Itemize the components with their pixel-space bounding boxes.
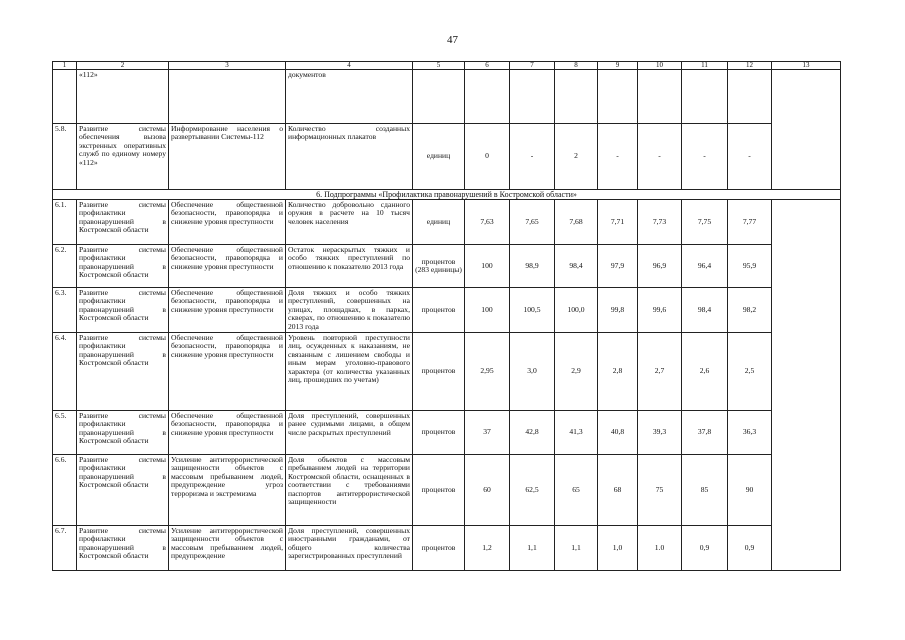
cell-indicator: документов: [286, 70, 413, 124]
cell-unit: единиц: [413, 200, 465, 245]
cell-value: 0: [465, 124, 510, 190]
cell-indicator: Доля преступлений, совершенных иностранными гражданами, от общего количества зарегистрированных преступлений: [286, 526, 413, 571]
col-header: 7: [510, 62, 555, 70]
cell-value: 7,73: [638, 200, 682, 245]
cell-value: -: [598, 124, 638, 190]
cell-indicator: Уровень повторной преступности лиц, осужденных к наказаниям, не связанным с лишением свободы и иным мерам уголовно-правового характера (от количества указанных лиц, прошедших по учетам): [286, 333, 413, 411]
cell-value: 60: [465, 455, 510, 526]
cell-goal: Развитие системы профилактики правонарушений в Костромской области: [77, 200, 169, 245]
cell-task: Усиление антитеррористической защищенности объектов с массовым пребыванием людей, предупреждение: [169, 526, 286, 571]
cell-value: 62,5: [510, 455, 555, 526]
cell-goal: Развитие системы профилактики правонарушений в Костромской области: [77, 333, 169, 411]
cell-value: 2,9: [555, 333, 598, 411]
col-header: 12: [728, 62, 772, 70]
cell-value: 7,75: [682, 200, 728, 245]
col-header: 2: [77, 62, 169, 70]
cell-goal: Развитие системы профилактики правонарушений в Костромской области: [77, 245, 169, 288]
cell-value: 1.0: [638, 526, 682, 571]
cell-value: 0,9: [682, 526, 728, 571]
cell-unit: процентов: [413, 455, 465, 526]
page-number: 47: [447, 34, 458, 46]
cell-goal: Развитие системы профилактики правонарушений в Костромской области: [77, 288, 169, 333]
cell-value: 3,0: [510, 333, 555, 411]
cell-num: 6.3.: [53, 288, 77, 333]
cell-value: 75: [638, 455, 682, 526]
cell-goal: Развитие системы профилактики правонарушений в Костромской области: [77, 411, 169, 455]
section-title: 6. Подпрограммы «Профилактика правонарушений в Костромской области»: [53, 190, 841, 200]
cell-indicator: Доля объектов с массовым пребыванием людей на территории Костромской области, оснащенных в соответствии с требованиями паспортов антитеррористической защищенности: [286, 455, 413, 526]
cell-value: 98,4: [555, 245, 598, 288]
cell-unit: процентов (283 единицы): [413, 245, 465, 288]
cell-num: 6.1.: [53, 200, 77, 245]
cell-value: 99,6: [638, 288, 682, 333]
cell-value: 1,0: [598, 526, 638, 571]
cell-unit: процентов: [413, 411, 465, 455]
cell-value: 96,9: [638, 245, 682, 288]
cell-indicator: Количество созданных информационных плакатов: [286, 124, 413, 190]
table-row: [53, 288, 841, 333]
cell-value: 68: [598, 455, 638, 526]
cell-task: Обеспечение общественной безопасности, правопорядка и снижение уровня преступности: [169, 411, 286, 455]
cell-value: 7,77: [728, 200, 772, 245]
cell-value: 2,8: [598, 333, 638, 411]
cell-value: 7,65: [510, 200, 555, 245]
cell-goal: Развитие системы обеспечения вызова экстренных оперативных служб по единому номеру «112»: [77, 124, 169, 190]
cell-value: 2: [555, 124, 598, 190]
cell-unit: процентов: [413, 333, 465, 411]
table-row: [53, 70, 841, 124]
cell-task: Обеспечение общественной безопасности, правопорядка и снижение уровня преступности: [169, 288, 286, 333]
cell-task: Обеспечение общественной безопасности, правопорядка и снижение уровня преступности: [169, 245, 286, 288]
cell-value: 100,0: [555, 288, 598, 333]
cell-indicator: Доля преступлений, совершенных ранее судимыми лицами, в общем числе раскрытых преступлений: [286, 411, 413, 455]
cell-value: 1,1: [510, 526, 555, 571]
cell-value: 40,8: [598, 411, 638, 455]
table-row: [53, 333, 841, 411]
col-header: 3: [169, 62, 286, 70]
cell-num: 6.7.: [53, 526, 77, 571]
cell-unit: процентов: [413, 526, 465, 571]
cell-value: 7,71: [598, 200, 638, 245]
cell-num: 5.8.: [53, 124, 77, 190]
col-header: 4: [286, 62, 413, 70]
col-header: 5: [413, 62, 465, 70]
cell-unit: единиц: [413, 124, 465, 190]
cell-value: 85: [682, 455, 728, 526]
col-header: 1: [53, 62, 77, 70]
cell-task: Информирование населения о развертывании Системы-112: [169, 124, 286, 190]
cell-value: 99,8: [598, 288, 638, 333]
cell-unit: процентов: [413, 288, 465, 333]
cell-value: 41,3: [555, 411, 598, 455]
cell-value: 100: [465, 288, 510, 333]
cell-col13: [772, 70, 841, 190]
table-row: [53, 124, 841, 190]
indicators-table: [52, 61, 841, 571]
column-number-row: [53, 62, 841, 70]
cell-value: 100: [465, 245, 510, 288]
cell-value: 37,8: [682, 411, 728, 455]
col-header: 8: [555, 62, 598, 70]
cell-value: 90: [728, 455, 772, 526]
cell-value: 0,9: [728, 526, 772, 571]
cell-num: 6.2.: [53, 245, 77, 288]
table-row: [53, 245, 841, 288]
cell-value: -: [638, 124, 682, 190]
cell-num: 6.5.: [53, 411, 77, 455]
cell-value: 1,2: [465, 526, 510, 571]
cell-value: 98,2: [728, 288, 772, 333]
cell-col13: [772, 200, 841, 571]
cell-value: 2,95: [465, 333, 510, 411]
col-header: 6: [465, 62, 510, 70]
cell-num: 6.6.: [53, 455, 77, 526]
col-header: 11: [682, 62, 728, 70]
cell-value: -: [728, 124, 772, 190]
cell-goal: Развитие системы профилактики правонарушений в Костромской области: [77, 526, 169, 571]
cell-value: 100,5: [510, 288, 555, 333]
cell-goal: Развитие системы профилактики правонарушений в Костромской области: [77, 455, 169, 526]
cell-value: 98,9: [510, 245, 555, 288]
col-header: 9: [598, 62, 638, 70]
cell-value: 98,4: [682, 288, 728, 333]
table-row: [53, 200, 841, 245]
cell-value: 2,5: [728, 333, 772, 411]
cell-value: 7,68: [555, 200, 598, 245]
cell-num: 6.4.: [53, 333, 77, 411]
col-header: 13: [772, 62, 841, 70]
cell-task: Усиление антитеррористической защищенности объектов с массовым пребыванием людей, предупреждение угроз терроризма и экстремизма: [169, 455, 286, 526]
cell-value: 95,9: [728, 245, 772, 288]
cell-task: Обеспечение общественной безопасности, правопорядка и снижение уровня преступности: [169, 200, 286, 245]
cell-value: 39,3: [638, 411, 682, 455]
cell-value: 37: [465, 411, 510, 455]
cell-goal: «112»: [77, 70, 169, 124]
cell-value: 2,6: [682, 333, 728, 411]
table-row: [53, 455, 841, 526]
cell-value: 1,1: [555, 526, 598, 571]
table-row: [53, 411, 841, 455]
cell-value: -: [510, 124, 555, 190]
cell-value: 65: [555, 455, 598, 526]
cell-value: 36,3: [728, 411, 772, 455]
section-row: [53, 190, 841, 200]
cell-value: 42,8: [510, 411, 555, 455]
table-row: [53, 526, 841, 571]
cell-value: 7,63: [465, 200, 510, 245]
cell-indicator: Остаток нераскрытых тяжких и особо тяжких преступлений по отношению к показателю 2013 года: [286, 245, 413, 288]
cell-indicator: Доля тяжких и особо тяжких преступлений, совершенных на улицах, площадках, в парках, скверах, по отношению к показателю 2013 года: [286, 288, 413, 333]
cell-indicator: Количество добровольно сданного оружия в расчете на 10 тысяч человек населения: [286, 200, 413, 245]
cell-value: 2,7: [638, 333, 682, 411]
cell-value: 97,9: [598, 245, 638, 288]
cell-value: 96,4: [682, 245, 728, 288]
cell-value: -: [682, 124, 728, 190]
cell-task: Обеспечение общественной безопасности, правопорядка и снижение уровня преступности: [169, 333, 286, 411]
col-header: 10: [638, 62, 682, 70]
